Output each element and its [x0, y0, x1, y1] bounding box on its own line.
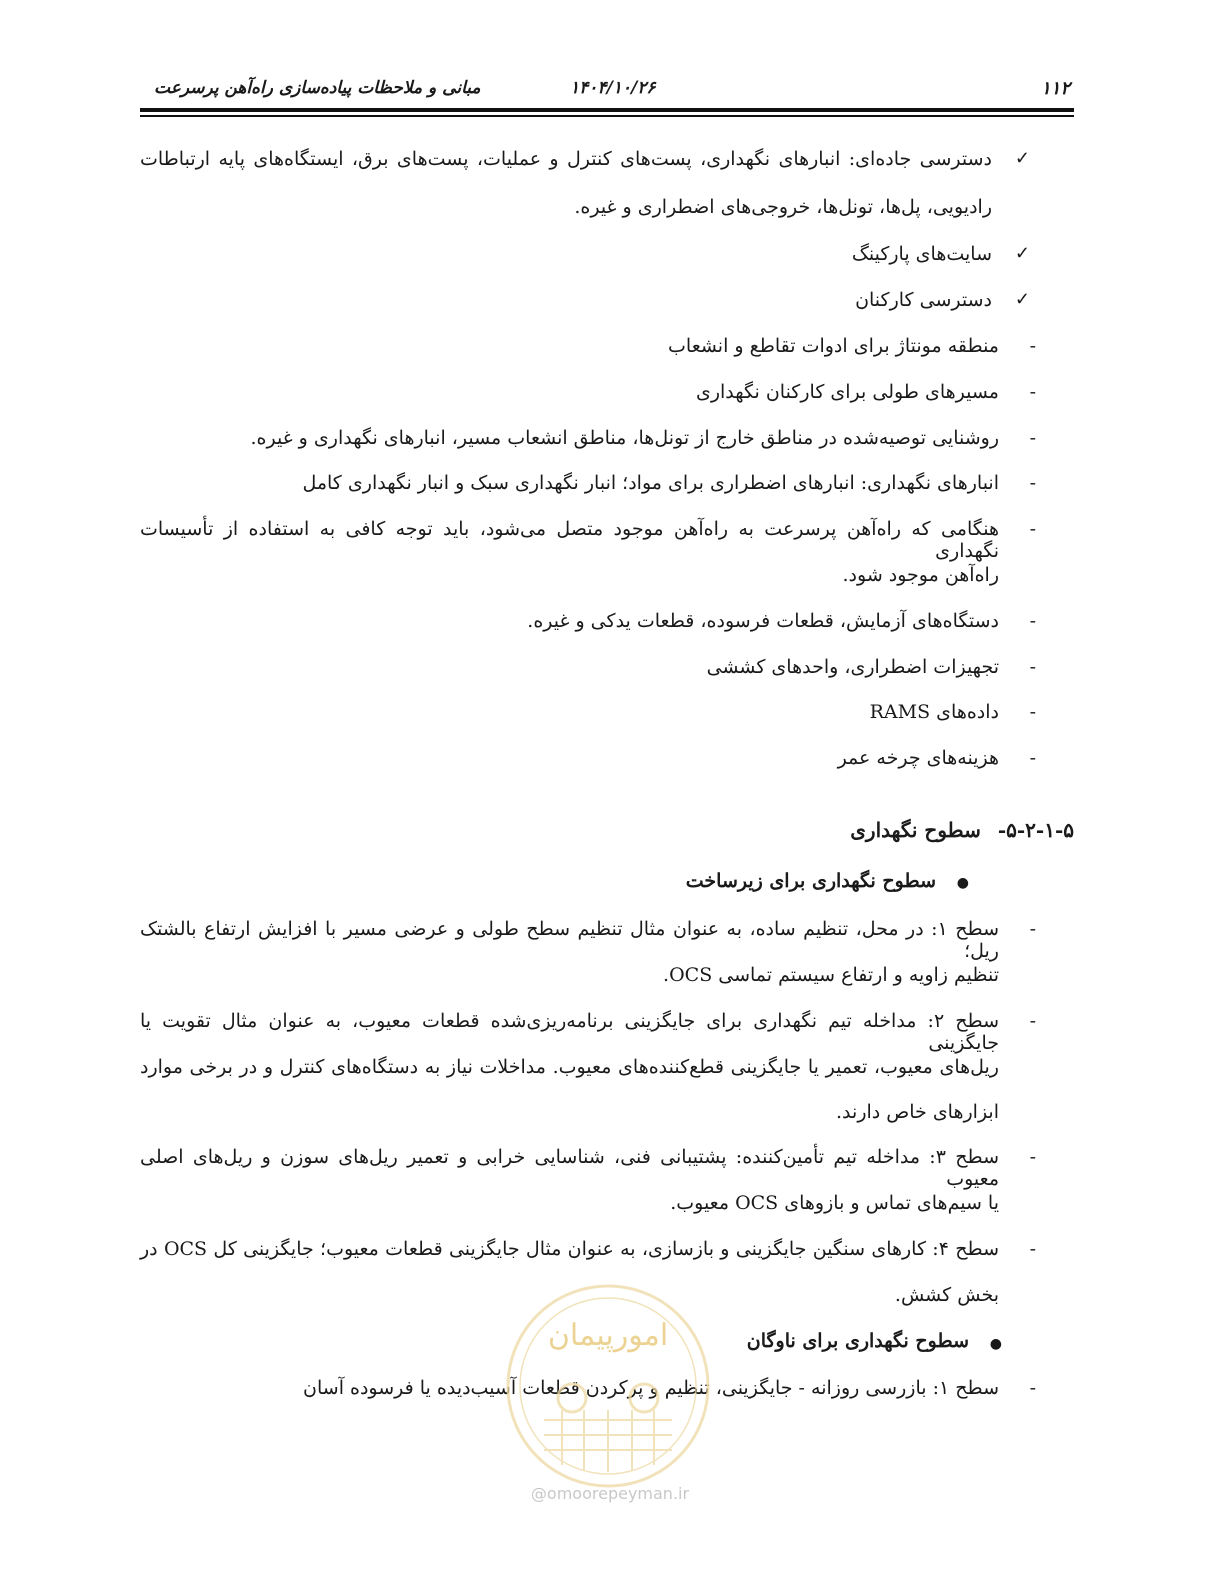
level-2-infra: سطح ۲: مداخله تیم نگهداری برای جایگزینی برنامه‌ریزی‌شده قطعات معیوب، به عنوان مثال تقویت یا جایگزینی	[140, 1010, 999, 1054]
dash-marker: -	[1029, 656, 1036, 678]
header-title: مبانی و ملاحظات پیاده‌سازی راه‌آهن پرسرعت	[154, 78, 481, 98]
list-item: داده‌های RAMS	[869, 701, 999, 723]
dash-marker: -	[1029, 747, 1036, 769]
list-item: مسیرهای طولی برای کارکنان نگهداری	[695, 381, 999, 403]
watermark-logo-text: امورپیمان	[547, 1318, 669, 1353]
dash-marker: -	[1029, 1146, 1036, 1168]
subheading-infrastructure: سطوح نگهداری برای زیرساخت	[685, 870, 936, 892]
page-number: ۱۱۲	[1040, 78, 1070, 99]
level-2-infra-cont: ریل‌های معیوب، تعمیر یا جایگزینی قطع‌کننده‌های معیوب. مداخلات نیاز به دستگاه‌های کنترل و در برخی موارد	[140, 1056, 999, 1078]
check-icon: ✓	[1014, 148, 1030, 169]
level-2-infra-cont: ابزارهای خاص دارند.	[836, 1101, 999, 1123]
check-item-road-access-cont: رادیویی، پل‌ها، تونل‌ها، خروجی‌های اضطراری و غیره.	[574, 196, 992, 218]
level-4-infra: سطح ۴: کارهای سنگین جایگزینی و بازسازی، به عنوان مثال جایگزینی قطعات معیوب؛ جایگزینی کل OCS در	[140, 1238, 999, 1260]
dash-marker: -	[1029, 918, 1036, 940]
list-item: منطقه مونتاژ برای ادوات تقاطع و انشعاب	[668, 335, 999, 357]
list-item: انبارهای نگهداری: انبارهای اضطراری برای مواد؛ انبار نگهداری سبک و انبار نگهداری کامل	[302, 472, 999, 494]
level-1-rolling: سطح ۱: بازرسی روزانه - جایگزینی، تنظیم و پرکردن قطعات آسیب‌دیده یا فرسوده آسان	[303, 1377, 999, 1399]
dash-marker: -	[1029, 427, 1036, 449]
check-item-road-access: دسترسی جاده‌ای: انبارهای نگهداری، پست‌های کنترل و عملیات، پست‌های برق، ایستگاه‌های پایه ارتباطات	[140, 148, 992, 170]
section-title: سطوح نگهداری	[850, 818, 981, 842]
level-4-infra-cont: بخش کشش.	[894, 1284, 999, 1306]
level-1-infra-cont: تنظیم زاویه و ارتفاع سیستم تماسی OCS.	[663, 964, 999, 986]
dash-marker: -	[1029, 381, 1036, 403]
list-item: روشنایی توصیه‌شده در مناطق خارج از تونل‌ها، مناطق انشعاب مسیر، انبارهای نگهداری و غیره.	[250, 427, 999, 449]
dash-marker: -	[1029, 472, 1036, 494]
list-item: هنگامی که راه‌آهن پرسرعت به راه‌آهن موجود متصل می‌شود، باید توجه کافی به استفاده از تأسیسات نگهداری	[140, 518, 999, 562]
watermark-text: @omoorepeyman.ir	[530, 1484, 690, 1503]
check-item-staff-access: دسترسی کارکنان	[855, 289, 992, 311]
header-rule-thin	[140, 115, 1074, 117]
watermark-logo	[492, 1270, 724, 1502]
section-number: ۵-۲-۱-۵-	[997, 818, 1074, 842]
dash-marker: -	[1029, 701, 1036, 723]
dash-marker: -	[1029, 518, 1036, 540]
bullet-icon: ●	[989, 1336, 1002, 1352]
check-icon: ✓	[1014, 289, 1030, 310]
level-3-infra: سطح ۳: مداخله تیم تأمین‌کننده: پشتیبانی فنی، شناسایی خرابی و تعمیر ریل‌های سوزن و ریل‌های اصلی معیوب	[140, 1146, 999, 1190]
page-header	[150, 70, 1074, 110]
level-3-infra-cont: یا سیم‌های تماس و بازوهای OCS معیوب.	[670, 1192, 999, 1214]
section-heading	[850, 818, 1074, 842]
list-item: تجهیزات اضطراری، واحدهای کششی	[706, 656, 999, 678]
header-rule-thick	[140, 108, 1074, 112]
dash-marker: -	[1029, 1010, 1036, 1032]
list-item: هزینه‌های چرخه عمر	[837, 747, 999, 769]
level-1-infra: سطح ۱: در محل، تنظیم ساده، به عنوان مثال تنظیم سطح طولی و عرضی مسیر با افزایش ارتفاع بالشتک ریل؛	[140, 918, 999, 962]
check-item-parking: سایت‌های پارکینگ	[851, 243, 992, 265]
check-icon: ✓	[1014, 243, 1030, 264]
header-date: ۱۴۰۴/۱۰/۲۶	[570, 78, 656, 98]
bullet-icon: ●	[956, 875, 969, 891]
list-item-cont: راه‌آهن موجود شود.	[842, 564, 999, 586]
list-item: دستگاه‌های آزمایش، قطعات فرسوده، قطعات یدکی و غیره.	[527, 610, 999, 632]
dash-marker: -	[1029, 610, 1036, 632]
dash-marker: -	[1029, 1238, 1036, 1260]
dash-marker: -	[1029, 1377, 1036, 1399]
dash-marker: -	[1029, 335, 1036, 357]
subheading-rolling-stock: سطوح نگهداری برای ناوگان	[746, 1330, 969, 1352]
